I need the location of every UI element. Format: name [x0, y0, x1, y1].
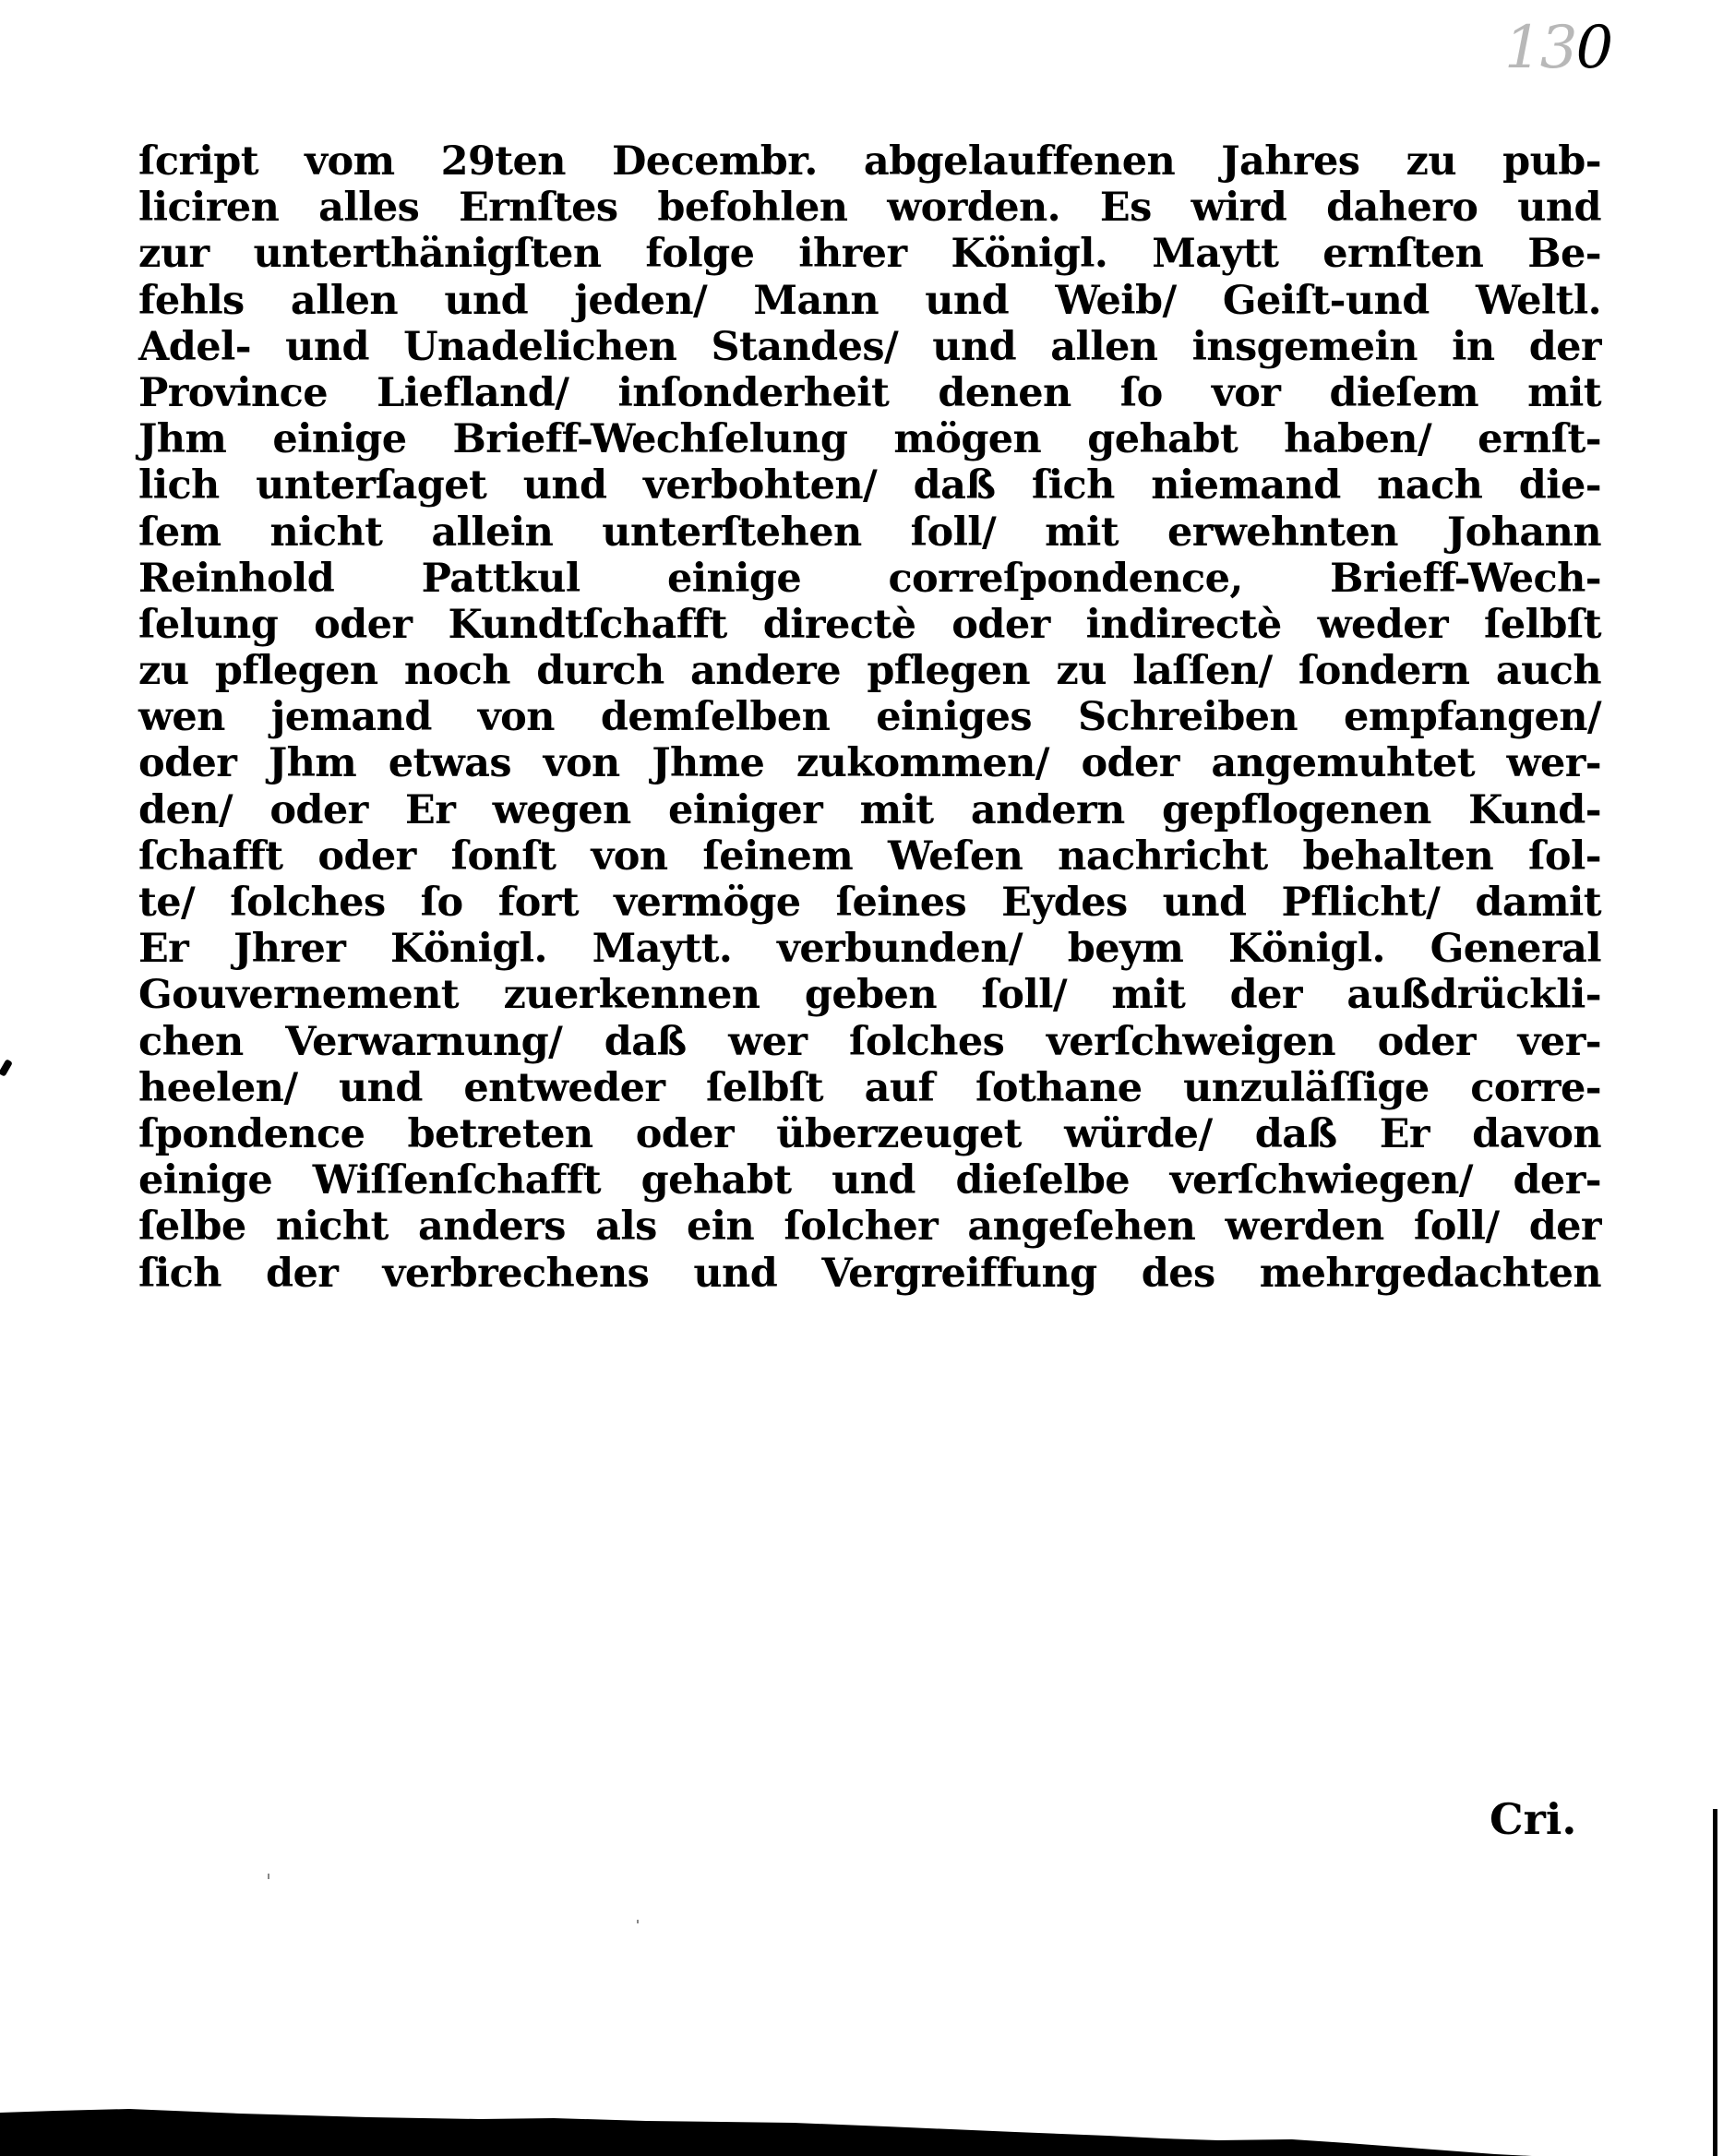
text-line: ſcript vom 29ten Decembr. abgelauffenen Jahres zu pub- [138, 138, 1601, 185]
folio-number-faint: 13 [1504, 14, 1576, 82]
text-line: oder Jhm etwas von Jhme zukommen/ oder angemuhtet wer- [138, 740, 1601, 787]
text-line: ſich der verbrechens und Vergreiffung des mehrgedachten [138, 1250, 1601, 1297]
text-line: heelen/ und entweder ſelbſt auf ſothane unzuläſſige corre- [138, 1064, 1601, 1111]
margin-ink-mark [0, 1059, 13, 1077]
text-line: zur unterthänigſten folge ihrer Königl. Maytt ernſten Be- [138, 231, 1601, 278]
text-line: einige Wiſſenſchafft gehabt und dieſelbe verſchwiegen/ der- [138, 1157, 1601, 1204]
catchword: Cri. [1490, 1794, 1577, 1844]
text-line: wen jemand von demſelben einiges Schreiben empfangen/ [138, 694, 1601, 741]
text-line: Er Jhrer Königl. Maytt. verbunden/ beym Königl. General [138, 926, 1601, 973]
text-line: ſchafft oder ſonſt von ſeinem Weſen nachricht behalten ſol- [138, 832, 1601, 880]
body-text [138, 138, 1601, 1297]
folio-number-ink: 0 [1575, 14, 1612, 82]
text-line: Reinhold Pattkul einige correſpondence, Brieff-Wech- [138, 555, 1601, 602]
folio-number [1504, 14, 1612, 82]
text-line: zu pflegen noch durch andere pflegen zu laſſen/ ſondern auch [138, 648, 1601, 695]
paper-speck [637, 1920, 639, 1923]
text-line: ſem nicht allein unterſtehen ſoll/ mit erwehnten Johann [138, 509, 1601, 556]
text-line: liciren alles Ernſtes befohlen worden. Es wird dahero und [138, 185, 1601, 232]
text-line: te/ ſolches ſo fort vermöge ſeines Eydes und Pflicht/ damit [138, 880, 1601, 926]
page-edge-bottom [0, 2101, 1735, 2156]
text-line: Gouvernement zuerkennen geben ſoll/ mit der außdrückli- [138, 972, 1601, 1019]
text-line: lich unterſaget und verbohten/ daß ſich niemand nach die- [138, 462, 1601, 509]
paper-speck [268, 1874, 269, 1879]
text-line: ſpondence betreten oder überzeuget würde/ daß Er davon [138, 1110, 1601, 1157]
text-line: chen Verwarnung/ daß wer ſolches verſchweigen oder ver- [138, 1018, 1601, 1065]
text-line: Province Liefland/ inſonderheit denen ſo vor dieſem mit [138, 369, 1601, 416]
text-line: fehls allen und jeden/ Mann und Weib/ Geiſt-und Weltl. [138, 277, 1601, 324]
text-line: ſelbe nicht anders als ein ſolcher angeſehen werden ſoll/ der [138, 1204, 1601, 1251]
text-line: Jhm einige Brieff-Wechſelung mögen gehabt haben/ ernſt- [138, 416, 1601, 463]
text-line: den/ oder Er wegen einiger mit andern gepflogenen Kund- [138, 786, 1601, 833]
text-line: ſelung oder Kundtſchafft directè oder indirectè weder ſelbſt [138, 601, 1601, 648]
text-line: Adel- und Unadelichen Standes/ und allen insgemein in der [138, 323, 1601, 370]
